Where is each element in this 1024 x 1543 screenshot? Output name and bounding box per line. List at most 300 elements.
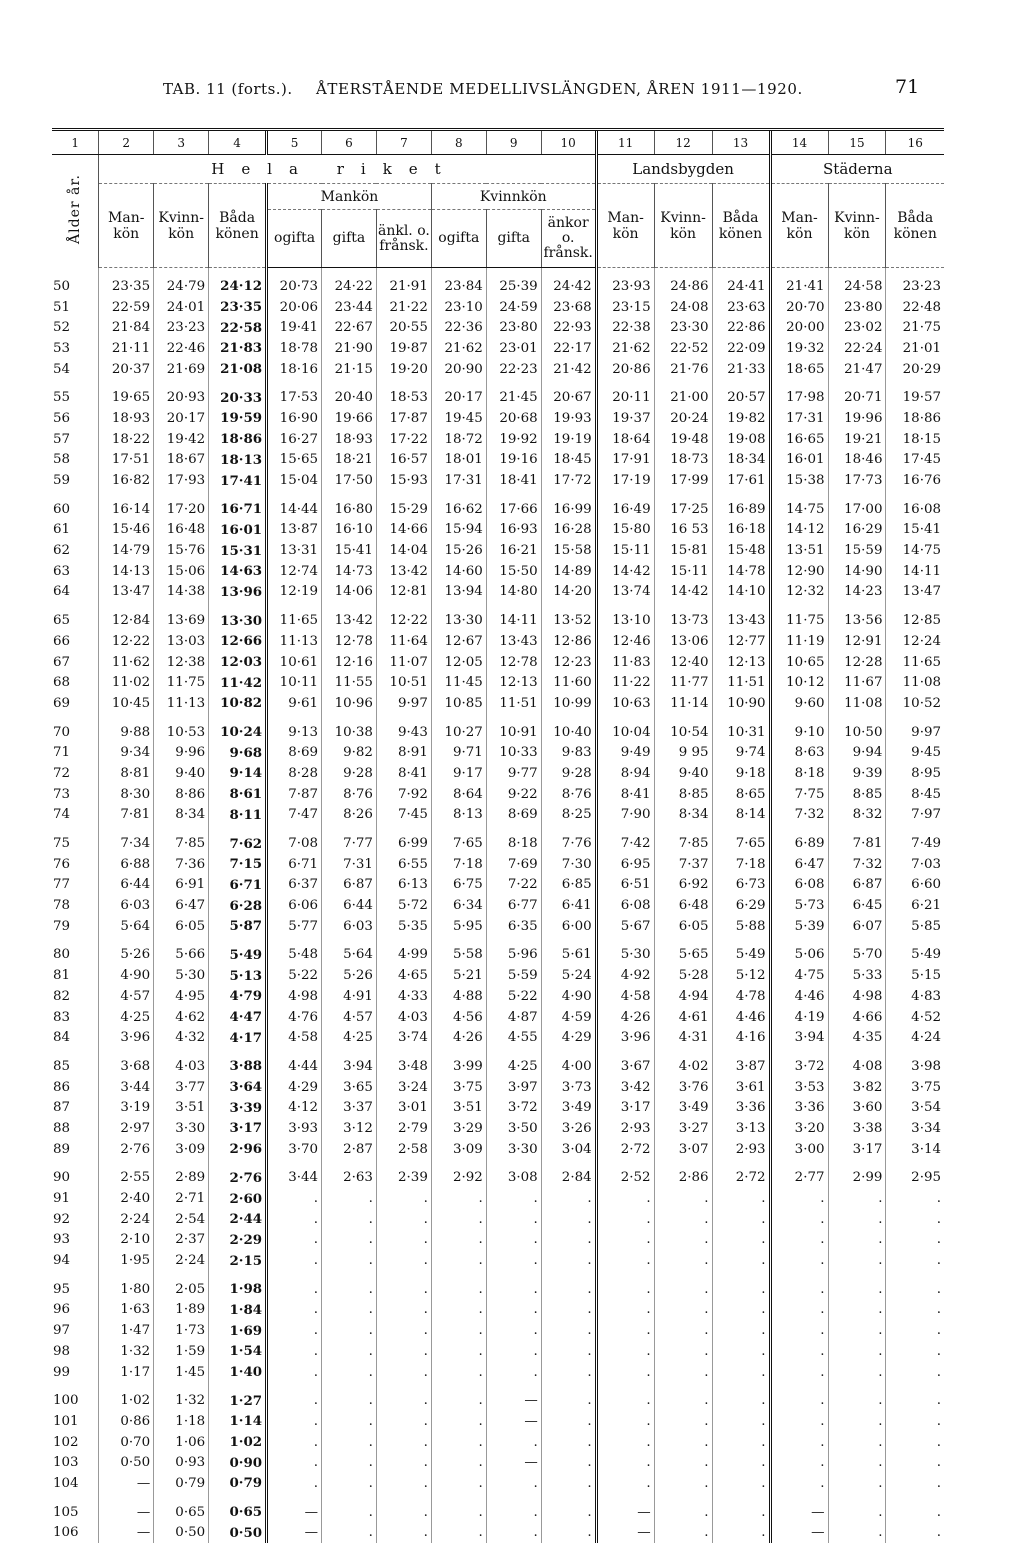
value-cell: 21·41: [770, 276, 828, 297]
value-cell: 1·95: [99, 1250, 154, 1271]
value-cell: 4·03: [154, 1056, 209, 1077]
value-cell: 20·57: [712, 387, 770, 408]
header-ankor: änkor o. frånsk.: [541, 210, 596, 268]
value-cell: 4·25: [486, 1056, 541, 1077]
value-cell: 9·83: [541, 742, 596, 763]
value-cell: 18·34: [712, 450, 770, 471]
value-cell: 9·49: [596, 742, 654, 763]
age-cell: 85: [52, 1056, 99, 1077]
value-cell: 3·27: [654, 1118, 712, 1139]
value-cell: 4·90: [541, 986, 596, 1007]
value-cell: .: [431, 1250, 486, 1271]
value-cell: 12·46: [596, 631, 654, 652]
value-cell: 5·49: [209, 945, 267, 966]
value-cell: 3·09: [431, 1139, 486, 1160]
table-row: [52, 540, 944, 561]
age-cell: 68: [52, 672, 99, 693]
value-cell: 15·04: [267, 470, 322, 491]
value-cell: .: [431, 1390, 486, 1411]
spacer-row: [52, 379, 944, 387]
age-cell: 84: [52, 1027, 99, 1048]
value-cell: .: [770, 1209, 828, 1230]
value-cell: 8·34: [154, 805, 209, 826]
value-cell: .: [431, 1473, 486, 1494]
header-man-gifta: gifta: [322, 210, 377, 268]
value-cell: 17·45: [886, 450, 944, 471]
value-cell: 22·52: [654, 338, 712, 359]
value-cell: 7·34: [99, 833, 154, 854]
value-cell: 1·63: [99, 1300, 154, 1321]
value-cell: .: [596, 1411, 654, 1432]
value-cell: 11·55: [322, 672, 377, 693]
value-cell: .: [712, 1362, 770, 1383]
value-cell: 13·74: [596, 582, 654, 603]
value-cell: .: [596, 1209, 654, 1230]
value-cell: 7·32: [770, 805, 828, 826]
value-cell: .: [596, 1432, 654, 1453]
value-cell: 3·44: [99, 1077, 154, 1098]
value-cell: 6·87: [322, 875, 377, 896]
value-cell: 12·67: [431, 631, 486, 652]
value-cell: 22·38: [596, 317, 654, 338]
value-cell: 21·83: [209, 338, 267, 359]
value-cell: 11·62: [99, 652, 154, 673]
value-cell: 16·14: [99, 499, 154, 520]
value-cell: 8·41: [376, 763, 431, 784]
value-cell: 0·50: [154, 1523, 209, 1543]
value-cell: 4·35: [828, 1027, 886, 1048]
value-cell: 7·85: [654, 833, 712, 854]
value-cell: 15·38: [770, 470, 828, 491]
age-cell: 101: [52, 1411, 99, 1432]
value-cell: .: [654, 1502, 712, 1523]
value-cell: .: [267, 1452, 322, 1473]
value-cell: 1·59: [154, 1341, 209, 1362]
value-cell: .: [828, 1452, 886, 1473]
value-cell: 13·96: [209, 582, 267, 603]
group-landsbygden: Landsbygden: [596, 155, 770, 184]
value-cell: 17·31: [431, 470, 486, 491]
value-cell: .: [376, 1432, 431, 1453]
value-cell: 11·77: [654, 672, 712, 693]
col-num: 7: [376, 130, 431, 155]
value-cell: 23·80: [486, 317, 541, 338]
value-cell: 2·60: [209, 1188, 267, 1209]
value-cell: .: [712, 1523, 770, 1543]
age-cell: 82: [52, 986, 99, 1007]
value-cell: 3·65: [322, 1077, 377, 1098]
value-cell: 14·10: [712, 582, 770, 603]
value-cell: 6·13: [376, 875, 431, 896]
value-cell: 3·04: [541, 1139, 596, 1160]
table-row: [52, 1027, 944, 1048]
value-cell: 15·59: [828, 540, 886, 561]
value-cell: .: [486, 1300, 541, 1321]
value-cell: .: [267, 1362, 322, 1383]
value-cell: 21·15: [322, 359, 377, 380]
value-cell: .: [376, 1452, 431, 1473]
value-cell: .: [886, 1362, 944, 1383]
value-cell: 7·15: [209, 854, 267, 875]
value-cell: .: [431, 1188, 486, 1209]
age-cell: 74: [52, 805, 99, 826]
value-cell: 18·21: [322, 450, 377, 471]
value-cell: 15·11: [654, 561, 712, 582]
value-cell: 15·06: [154, 561, 209, 582]
value-cell: 19·59: [209, 408, 267, 429]
value-cell: 2·76: [99, 1139, 154, 1160]
value-cell: .: [322, 1523, 377, 1543]
table-row: [52, 742, 944, 763]
value-cell: 18·86: [886, 408, 944, 429]
value-cell: 16·08: [886, 499, 944, 520]
value-cell: 2·24: [99, 1209, 154, 1230]
value-cell: 13·69: [154, 610, 209, 631]
value-cell: 6·29: [712, 895, 770, 916]
value-cell: 3·44: [267, 1168, 322, 1189]
header-mankon: Man-kön: [99, 184, 154, 268]
value-cell: .: [322, 1188, 377, 1209]
value-cell: .: [541, 1502, 596, 1523]
value-cell: 24·86: [654, 276, 712, 297]
value-cell: .: [596, 1188, 654, 1209]
value-cell: 10·50: [828, 722, 886, 743]
value-cell: —: [596, 1502, 654, 1523]
header-landsbygd-bada: Båda könen: [712, 184, 770, 268]
value-cell: .: [267, 1300, 322, 1321]
value-cell: .: [486, 1250, 541, 1271]
value-cell: 3·68: [99, 1056, 154, 1077]
value-cell: .: [376, 1341, 431, 1362]
header-ankl: änkl. o. frånsk.: [376, 210, 431, 268]
value-cell: 4·66: [828, 1007, 886, 1028]
value-cell: 20·93: [154, 387, 209, 408]
value-cell: 5·12: [712, 965, 770, 986]
value-cell: 7·62: [209, 833, 267, 854]
value-cell: 5·96: [486, 945, 541, 966]
value-cell: 6·95: [596, 854, 654, 875]
table-row: [52, 1523, 944, 1543]
table-row: [52, 1209, 944, 1230]
value-cell: 4·46: [712, 1007, 770, 1028]
value-cell: 8·32: [828, 805, 886, 826]
value-cell: 16·82: [99, 470, 154, 491]
value-cell: 14·63: [209, 561, 267, 582]
value-cell: 4·31: [654, 1027, 712, 1048]
age-cell: 92: [52, 1209, 99, 1230]
value-cell: 10·91: [486, 722, 541, 743]
value-cell: 5·28: [654, 965, 712, 986]
value-cell: 23·80: [828, 297, 886, 318]
table-row: [52, 1300, 944, 1321]
header-kvinn-gifta: gifta: [486, 210, 541, 268]
value-cell: 17·50: [322, 470, 377, 491]
value-cell: .: [596, 1279, 654, 1300]
value-cell: 15·80: [596, 520, 654, 541]
value-cell: 5·66: [154, 945, 209, 966]
value-cell: .: [712, 1209, 770, 1230]
value-cell: .: [770, 1432, 828, 1453]
value-cell: 7·75: [770, 784, 828, 805]
table-row: [52, 276, 944, 297]
value-cell: .: [541, 1341, 596, 1362]
value-cell: 1·40: [209, 1362, 267, 1383]
subgroup-mankon: Mankön: [267, 184, 432, 210]
value-cell: .: [828, 1473, 886, 1494]
value-cell: 21·62: [596, 338, 654, 359]
value-cell: 3·08: [486, 1168, 541, 1189]
table-row: [52, 359, 944, 380]
age-cell: 81: [52, 965, 99, 986]
value-cell: 11·75: [770, 610, 828, 631]
value-cell: 4·25: [99, 1007, 154, 1028]
value-cell: 20·90: [431, 359, 486, 380]
value-cell: .: [654, 1230, 712, 1251]
value-cell: 20·17: [154, 408, 209, 429]
spacer-row: [52, 1494, 944, 1502]
value-cell: .: [322, 1230, 377, 1251]
value-cell: 1·27: [209, 1390, 267, 1411]
value-cell: .: [886, 1341, 944, 1362]
value-cell: 5·15: [886, 965, 944, 986]
value-cell: 9·40: [654, 763, 712, 784]
value-cell: .: [828, 1523, 886, 1543]
value-cell: 9·17: [431, 763, 486, 784]
value-cell: 22·36: [431, 317, 486, 338]
value-cell: 3·14: [886, 1139, 944, 1160]
value-cell: 3·73: [541, 1077, 596, 1098]
table-row: [52, 1390, 944, 1411]
value-cell: 4·65: [376, 965, 431, 986]
value-cell: 5·21: [431, 965, 486, 986]
value-cell: 21·01: [886, 338, 944, 359]
value-cell: 4·52: [886, 1007, 944, 1028]
value-cell: 9·13: [267, 722, 322, 743]
value-cell: 17·87: [376, 408, 431, 429]
value-cell: 8·76: [322, 784, 377, 805]
value-cell: 15·46: [99, 520, 154, 541]
value-cell: .: [486, 1502, 541, 1523]
value-cell: 4·03: [376, 1007, 431, 1028]
value-cell: 6·28: [209, 895, 267, 916]
value-cell: 9·74: [712, 742, 770, 763]
value-cell: 20·86: [596, 359, 654, 380]
value-cell: —: [486, 1411, 541, 1432]
value-cell: 24·41: [712, 276, 770, 297]
value-cell: .: [376, 1390, 431, 1411]
age-cell: 53: [52, 338, 99, 359]
value-cell: 1·45: [154, 1362, 209, 1383]
table-row: [52, 833, 944, 854]
value-cell: 3·82: [828, 1077, 886, 1098]
value-cell: 13·47: [886, 582, 944, 603]
value-cell: .: [828, 1188, 886, 1209]
value-cell: 9·28: [541, 763, 596, 784]
value-cell: .: [596, 1320, 654, 1341]
value-cell: .: [770, 1230, 828, 1251]
table-row: [52, 784, 944, 805]
value-cell: 4·98: [828, 986, 886, 1007]
value-cell: 15·50: [486, 561, 541, 582]
value-cell: 7·65: [712, 833, 770, 854]
value-cell: 4·90: [99, 965, 154, 986]
value-cell: .: [541, 1279, 596, 1300]
value-cell: 21·91: [376, 276, 431, 297]
value-cell: 6·47: [770, 854, 828, 875]
value-cell: 11·83: [596, 652, 654, 673]
value-cell: 2·05: [154, 1279, 209, 1300]
value-cell: 8·11: [209, 805, 267, 826]
value-cell: 12·16: [322, 652, 377, 673]
header-stad-mankon: Man-kön: [770, 184, 828, 268]
value-cell: 6·99: [376, 833, 431, 854]
value-cell: .: [486, 1230, 541, 1251]
page-header: [0, 74, 1024, 106]
age-cell: 63: [52, 561, 99, 582]
table-row: [52, 470, 944, 491]
value-cell: 20·55: [376, 317, 431, 338]
value-cell: 9·71: [431, 742, 486, 763]
value-cell: 4·87: [486, 1007, 541, 1028]
value-cell: 11·51: [486, 693, 541, 714]
value-cell: 11·02: [99, 672, 154, 693]
value-cell: 20·11: [596, 387, 654, 408]
value-cell: .: [431, 1502, 486, 1523]
value-cell: 4·32: [154, 1027, 209, 1048]
value-cell: 9·22: [486, 784, 541, 805]
value-cell: 14·42: [596, 561, 654, 582]
value-cell: 9·77: [486, 763, 541, 784]
value-cell: 10·38: [322, 722, 377, 743]
value-cell: 5·64: [99, 916, 154, 937]
value-cell: 3·64: [209, 1077, 267, 1098]
table-row: [52, 1320, 944, 1341]
age-cell: 59: [52, 470, 99, 491]
table-row: [52, 1362, 944, 1383]
value-cell: 6·06: [267, 895, 322, 916]
value-cell: 1·17: [99, 1362, 154, 1383]
value-cell: 17·91: [596, 450, 654, 471]
value-cell: 17·93: [154, 470, 209, 491]
value-cell: .: [431, 1523, 486, 1543]
value-cell: 11·45: [431, 672, 486, 693]
value-cell: .: [376, 1320, 431, 1341]
value-cell: .: [596, 1250, 654, 1271]
value-cell: 19·66: [322, 408, 377, 429]
value-cell: 1·32: [154, 1390, 209, 1411]
value-cell: 3·97: [486, 1077, 541, 1098]
value-cell: 17·20: [154, 499, 209, 520]
value-cell: .: [654, 1362, 712, 1383]
value-cell: 16·10: [322, 520, 377, 541]
value-cell: .: [596, 1341, 654, 1362]
value-cell: 17·25: [654, 499, 712, 520]
value-cell: 15·11: [596, 540, 654, 561]
table-row: [52, 317, 944, 338]
table-row: [52, 1432, 944, 1453]
value-cell: 14·11: [886, 561, 944, 582]
value-cell: 5·73: [770, 895, 828, 916]
value-cell: 11·22: [596, 672, 654, 693]
value-cell: 5·22: [486, 986, 541, 1007]
value-cell: 25·39: [486, 276, 541, 297]
value-cell: .: [486, 1341, 541, 1362]
value-cell: 5·24: [541, 965, 596, 986]
value-cell: 3·50: [486, 1118, 541, 1139]
age-cell: 90: [52, 1168, 99, 1189]
value-cell: .: [886, 1250, 944, 1271]
age-cell: 62: [52, 540, 99, 561]
value-cell: 23·63: [712, 297, 770, 318]
value-cell: 6·37: [267, 875, 322, 896]
col-num: 10: [541, 130, 596, 155]
value-cell: 8·61: [209, 784, 267, 805]
value-cell: 7·81: [828, 833, 886, 854]
value-cell: .: [376, 1411, 431, 1432]
value-cell: 21·90: [322, 338, 377, 359]
value-cell: 14·66: [376, 520, 431, 541]
value-cell: 4·78: [712, 986, 770, 1007]
value-cell: 22·93: [541, 317, 596, 338]
value-cell: 12·24: [886, 631, 944, 652]
value-cell: 10·04: [596, 722, 654, 743]
value-cell: 1·02: [99, 1390, 154, 1411]
value-cell: 1·73: [154, 1320, 209, 1341]
value-cell: .: [322, 1452, 377, 1473]
value-cell: .: [267, 1188, 322, 1209]
table-row: [52, 582, 944, 603]
value-cell: 12·38: [154, 652, 209, 673]
value-cell: 11·08: [886, 672, 944, 693]
value-cell: 18·13: [209, 450, 267, 471]
value-cell: 5·13: [209, 965, 267, 986]
value-cell: 14·12: [770, 520, 828, 541]
col-num: 13: [712, 130, 770, 155]
value-cell: 10·51: [376, 672, 431, 693]
value-cell: .: [770, 1390, 828, 1411]
value-cell: 17·72: [541, 470, 596, 491]
value-cell: 12·78: [322, 631, 377, 652]
value-cell: 12·13: [712, 652, 770, 673]
value-cell: 4·91: [322, 986, 377, 1007]
value-cell: 22·67: [322, 317, 377, 338]
value-cell: 8·18: [770, 763, 828, 784]
header-man-ogifta: ogifta: [267, 210, 322, 268]
value-cell: 2·63: [322, 1168, 377, 1189]
value-cell: 10·31: [712, 722, 770, 743]
value-cell: 15·76: [154, 540, 209, 561]
value-cell: .: [828, 1390, 886, 1411]
value-cell: .: [431, 1230, 486, 1251]
age-cell: 61: [52, 520, 99, 541]
value-cell: 19·45: [431, 408, 486, 429]
value-cell: 3·30: [154, 1118, 209, 1139]
value-cell: 7·30: [541, 854, 596, 875]
value-cell: 6·21: [886, 895, 944, 916]
value-cell: 3·01: [376, 1097, 431, 1118]
value-cell: .: [541, 1411, 596, 1432]
value-cell: .: [770, 1452, 828, 1473]
value-cell: .: [541, 1452, 596, 1473]
table-row: [52, 1279, 944, 1300]
age-cell: 56: [52, 408, 99, 429]
value-cell: 10·65: [770, 652, 828, 673]
value-cell: 3·42: [596, 1077, 654, 1098]
table-row: [52, 1139, 944, 1160]
value-cell: 3·36: [770, 1097, 828, 1118]
value-cell: 18·01: [431, 450, 486, 471]
value-cell: 6·92: [654, 875, 712, 896]
